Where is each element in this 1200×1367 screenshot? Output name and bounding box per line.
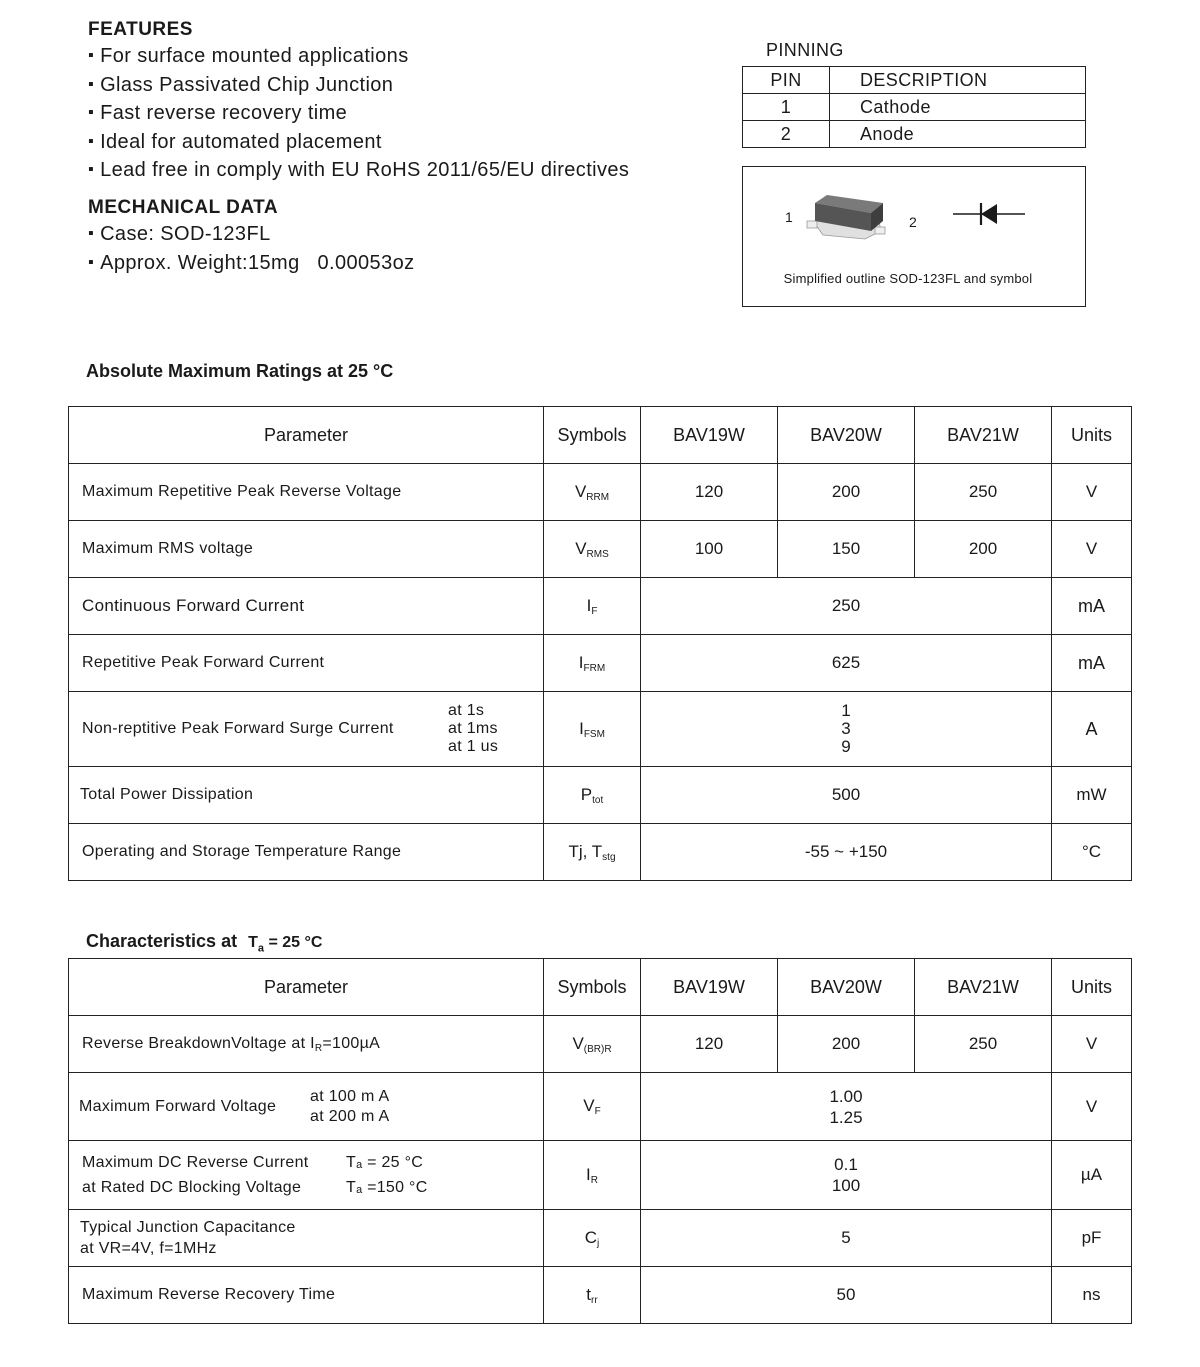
- table-row: [69, 635, 1132, 692]
- symbol-sub: tot: [592, 794, 604, 806]
- table-row: [69, 1210, 1132, 1267]
- symbol-cell: [544, 464, 641, 521]
- condition-list: [448, 702, 498, 756]
- value-cell: 625: [641, 635, 1052, 692]
- param-cell: Maximum Repetitive Peak Reverse Voltage: [69, 464, 544, 521]
- characteristics-title-sym: T: [248, 934, 258, 951]
- symbol-cell: [544, 635, 641, 692]
- symbol-cell: [544, 692, 641, 767]
- symbol-cell: [544, 1141, 641, 1210]
- symbol-cell: [544, 1016, 641, 1073]
- header-symbols: Symbols: [544, 959, 641, 1016]
- param-cell: [69, 692, 544, 767]
- value-cell: [641, 1073, 1052, 1141]
- value-item: 0.1: [834, 1155, 858, 1174]
- header-symbols: Symbols: [544, 407, 641, 464]
- feature-item: ▪ Lead free in comply with EU RoHS 2011/65/EU directives: [88, 157, 629, 186]
- feature-item: ▪ Glass Passivated Chip Junction: [88, 72, 629, 101]
- unit-cell: mW: [1052, 767, 1132, 824]
- param-sub: R: [314, 1042, 323, 1054]
- value-cell: 200: [915, 521, 1052, 578]
- characteristics-title-sub: a: [257, 942, 264, 955]
- header-units: Units: [1052, 407, 1132, 464]
- table-row: [69, 1267, 1132, 1324]
- param-cell: Maximum Reverse Recovery Time: [69, 1267, 544, 1324]
- package-outline-icon: [805, 191, 891, 243]
- table-row: [69, 692, 1132, 767]
- symbol-main: P: [580, 784, 593, 804]
- pin-number: 2: [743, 121, 830, 148]
- characteristics-title-text: Characteristics at: [86, 931, 238, 951]
- param-cell: Operating and Storage Temperature Range: [69, 824, 544, 881]
- symbol-cell: [544, 1210, 641, 1267]
- value-cell: 250: [915, 464, 1052, 521]
- param-line: Maximum DC Reverse Current: [82, 1154, 309, 1171]
- symbol-main: I: [586, 595, 592, 615]
- table-row: [69, 1141, 1132, 1210]
- value-item: 1.25: [829, 1107, 863, 1127]
- symbol-main: t: [586, 1284, 592, 1304]
- diode-symbol-icon: [953, 201, 1025, 227]
- value-item: 100: [831, 1176, 861, 1195]
- table-row: [743, 94, 1086, 121]
- value-cell: 5: [641, 1210, 1052, 1267]
- value-cell: 200: [778, 1016, 915, 1073]
- param-cell: Continuous Forward Current: [69, 578, 544, 635]
- param-lines: [82, 1150, 543, 1200]
- value-cell: 250: [915, 1016, 1052, 1073]
- condition-item: at 1s: [448, 702, 485, 719]
- symbol-sub: j: [597, 1237, 600, 1249]
- mechanical-title: MECHANICAL DATA: [88, 197, 279, 218]
- unit-cell: V: [1052, 464, 1132, 521]
- pin-description: Anode: [830, 121, 1086, 148]
- symbol-cell: [544, 521, 641, 578]
- table-row: [743, 67, 1086, 94]
- value-cell: 100: [641, 521, 778, 578]
- unit-cell: V: [1052, 1016, 1132, 1073]
- table-row: [69, 521, 1132, 578]
- value-cell: [641, 692, 1052, 767]
- table-row: [69, 464, 1132, 521]
- value-item: 1: [841, 701, 851, 720]
- symbol-main: Tj, T: [568, 841, 603, 861]
- unit-cell: ns: [1052, 1267, 1132, 1324]
- unit-cell: mA: [1052, 635, 1132, 692]
- table-row: [69, 767, 1132, 824]
- outline-box: [742, 166, 1086, 307]
- unit-cell: °C: [1052, 824, 1132, 881]
- symbol-main: I: [578, 652, 584, 672]
- table-row: [69, 407, 1132, 464]
- features-list: [88, 43, 629, 186]
- table-row: [69, 824, 1132, 881]
- param-text: Maximum Forward Voltage: [79, 1097, 277, 1115]
- value-cell: 120: [641, 1016, 778, 1073]
- table-row: [69, 1016, 1132, 1073]
- feature-item: ▪ For surface mounted applications: [88, 43, 629, 72]
- param-line: at Rated DC Blocking Voltage: [82, 1179, 302, 1196]
- symbol-sub: FSM: [583, 728, 605, 740]
- mechanical-item: ▪ Approx. Weight:15mg 0.00053oz: [88, 250, 415, 279]
- symbol-main: C: [584, 1227, 598, 1247]
- symbol-cell: [544, 578, 641, 635]
- symbol-main: V: [583, 1096, 595, 1115]
- header-bav21w: BAV21W: [915, 959, 1052, 1016]
- symbol-sub: F: [591, 605, 598, 617]
- symbol-sub: RMS: [586, 548, 609, 560]
- header-parameter: Parameter: [69, 959, 544, 1016]
- value-cell: 200: [778, 464, 915, 521]
- param-text: Reverse BreakdownVoltage at I: [82, 1034, 315, 1052]
- param-cell: [69, 1210, 544, 1267]
- condition-list: [310, 1087, 390, 1127]
- abs-max-table: [68, 406, 1132, 881]
- pinning-title: PINNING: [766, 40, 844, 60]
- value-cell: [641, 1141, 1052, 1210]
- symbol-sub: (BR)R: [583, 1043, 612, 1055]
- symbol-cell: [544, 824, 641, 881]
- characteristics-title-rest: = 25 °C: [264, 934, 323, 951]
- param-cell: [69, 1073, 544, 1141]
- condition-item: at 1 us: [448, 738, 499, 755]
- condition-item: at 1ms: [448, 720, 498, 737]
- characteristics-title: [86, 931, 322, 955]
- pinning-table: [742, 66, 1086, 148]
- unit-cell: mA: [1052, 578, 1132, 635]
- header-bav19w: BAV19W: [641, 959, 778, 1016]
- symbol-sub: RRM: [586, 491, 610, 503]
- value-item: 9: [841, 737, 851, 756]
- param-cell: Maximum RMS voltage: [69, 521, 544, 578]
- condition-item: Tₐ =150 °C: [346, 1179, 428, 1196]
- value-cell: -55 ~ +150: [641, 824, 1052, 881]
- table-row: [69, 959, 1132, 1016]
- symbol-sub: rr: [591, 1294, 598, 1306]
- condition-item: at 100 m A: [310, 1087, 390, 1105]
- characteristics-table: [68, 958, 1132, 1324]
- symbol-sub: FRM: [583, 662, 606, 674]
- symbol-main: V: [574, 481, 587, 501]
- symbol-main: V: [575, 538, 587, 558]
- param-line: Typical Junction Capacitance: [80, 1219, 296, 1236]
- symbol-cell: [544, 767, 641, 824]
- header-bav20w: BAV20W: [778, 959, 915, 1016]
- feature-item: ▪ Ideal for automated placement: [88, 129, 629, 158]
- symbol-main: V: [572, 1033, 584, 1053]
- mechanical-item: ▪ Case: SOD-123FL: [88, 221, 415, 250]
- value-cell: 150: [778, 521, 915, 578]
- header-bav21w: BAV21W: [915, 407, 1052, 464]
- feature-item: ▪ Fast reverse recovery time: [88, 100, 629, 129]
- abs-max-title: Absolute Maximum Ratings at 25 °C: [86, 361, 394, 381]
- value-item: 3: [841, 719, 851, 738]
- pin1-label: 1: [785, 209, 793, 225]
- param-text: Non-reptitive Peak Forward Surge Current: [82, 720, 394, 737]
- mechanical-list: [88, 221, 415, 278]
- unit-cell: A: [1052, 692, 1132, 767]
- value-cell: 50: [641, 1267, 1052, 1324]
- symbol-main: I: [586, 1164, 591, 1184]
- param-cell: Total Power Dissipation: [69, 767, 544, 824]
- header-bav20w: BAV20W: [778, 407, 915, 464]
- param-cell: Repetitive Peak Forward Current: [69, 635, 544, 692]
- unit-cell: pF: [1052, 1210, 1132, 1267]
- condition-item: at 200 m A: [310, 1107, 390, 1125]
- pin-header: PIN: [743, 67, 830, 94]
- symbol-cell: [544, 1267, 641, 1324]
- pin-description: Cathode: [830, 94, 1086, 121]
- table-row: [743, 121, 1086, 148]
- value-item: 1.00: [829, 1086, 863, 1106]
- outline-caption: Simplified outline SOD-123FL and symbol: [783, 271, 1033, 286]
- unit-cell: V: [1052, 1073, 1132, 1141]
- pin-number: 1: [743, 94, 830, 121]
- header-units: Units: [1052, 959, 1132, 1016]
- header-bav19w: BAV19W: [641, 407, 778, 464]
- symbol-sub: stg: [602, 851, 616, 863]
- param-cell: [69, 1141, 544, 1210]
- symbol-cell: [544, 1073, 641, 1141]
- param-rest: =100µA: [322, 1034, 381, 1052]
- description-header: DESCRIPTION: [830, 67, 1086, 94]
- symbol-sub: R: [590, 1174, 598, 1186]
- condition-list: [346, 1150, 428, 1200]
- table-row: [69, 1073, 1132, 1141]
- value-cell: 250: [641, 578, 1052, 635]
- symbol-sub: F: [594, 1106, 601, 1117]
- value-cell: 500: [641, 767, 1052, 824]
- value-cell: 120: [641, 464, 778, 521]
- features-title: FEATURES: [88, 19, 193, 40]
- table-row: [69, 578, 1132, 635]
- param-line: at VR=4V, f=1MHz: [80, 1240, 217, 1257]
- symbol-main: I: [579, 718, 584, 738]
- pin2-label: 2: [909, 214, 917, 230]
- header-parameter: Parameter: [69, 407, 544, 464]
- unit-cell: V: [1052, 521, 1132, 578]
- param-cell: [69, 1016, 544, 1073]
- condition-item: Tₐ = 25 °C: [346, 1154, 424, 1171]
- unit-cell: µA: [1052, 1141, 1132, 1210]
